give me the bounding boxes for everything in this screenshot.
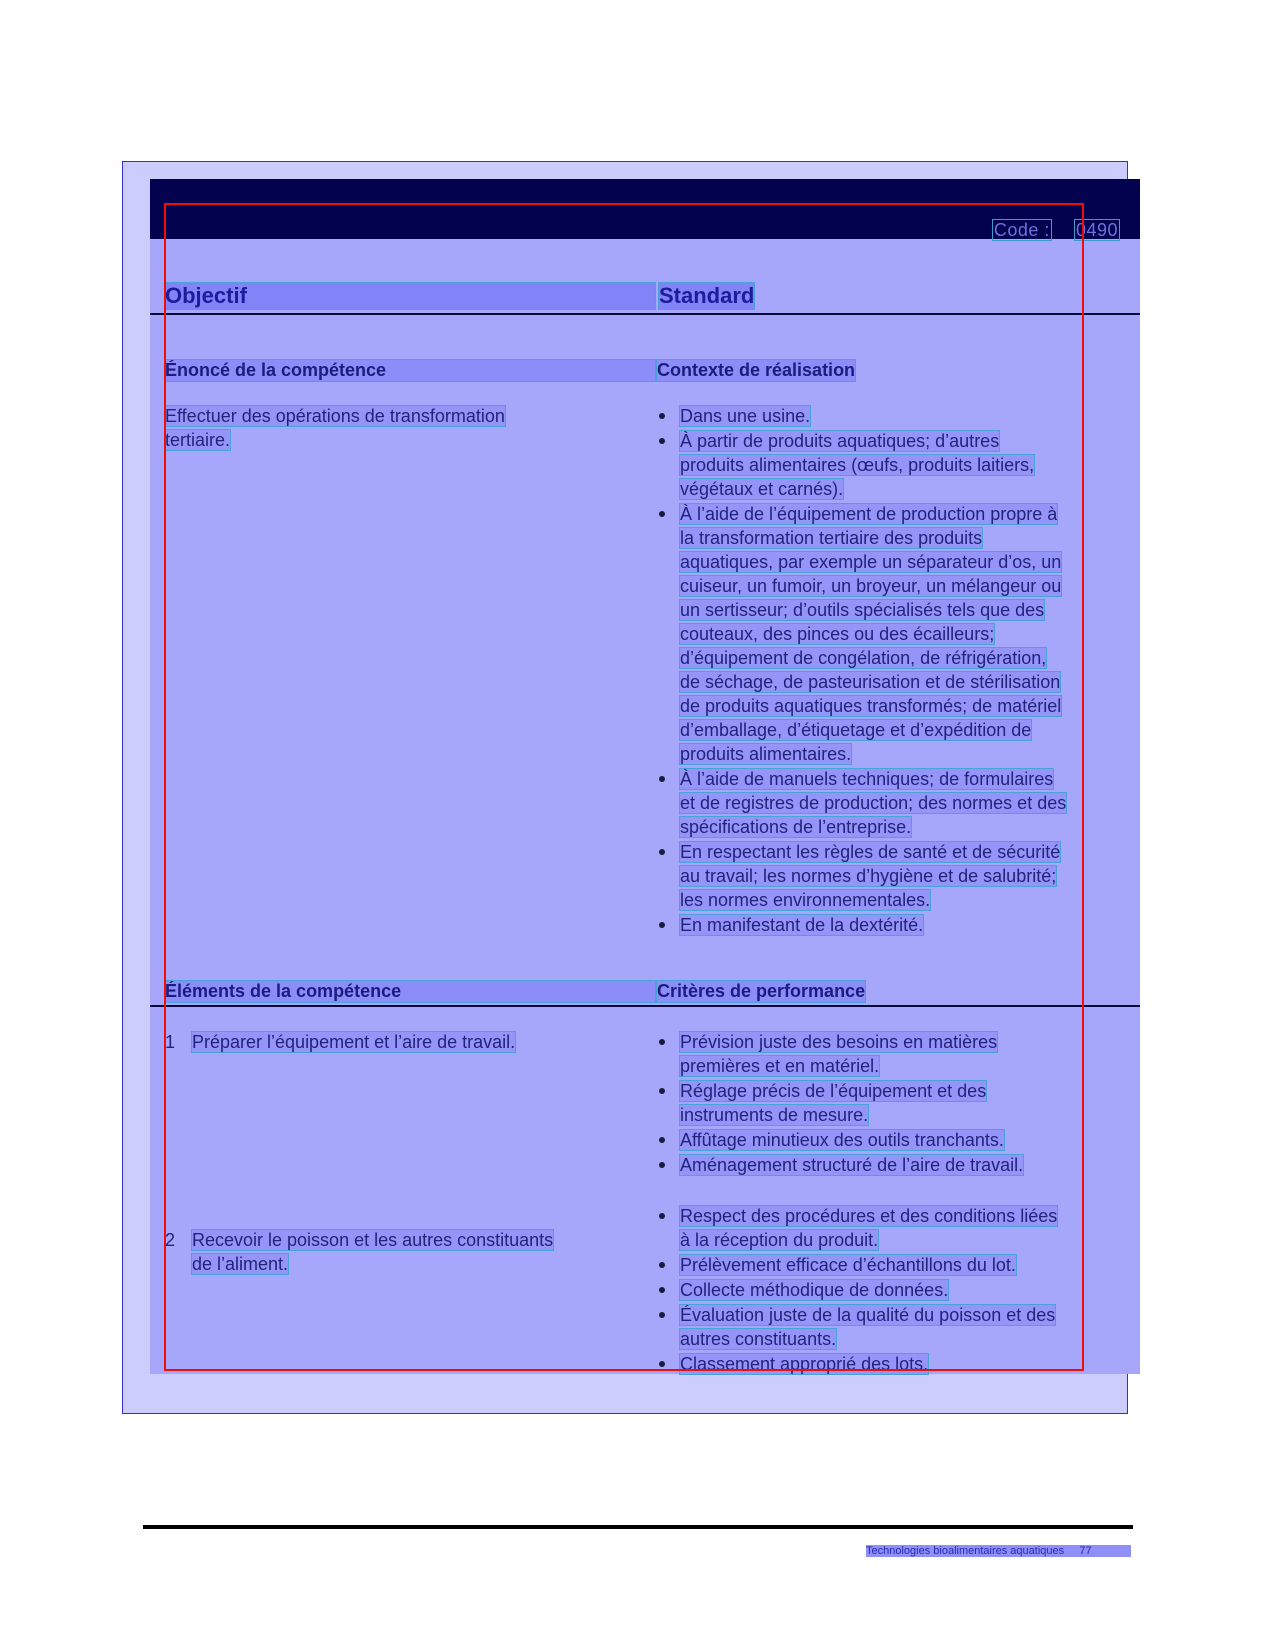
criterion-item bbox=[657, 1352, 1127, 1376]
objectif-heading: Objectif bbox=[165, 283, 655, 309]
criterion-item-line: Aménagement structuré de l’aire de travail. bbox=[680, 1155, 1024, 1175]
criterion-item-line: Collecte méthodique de données. bbox=[680, 1280, 949, 1300]
code-label: Code : bbox=[993, 220, 1050, 240]
criterion-item bbox=[657, 1253, 1127, 1277]
criteria-list-1 bbox=[657, 1030, 1127, 1178]
statement-title: Énoncé de la compétence bbox=[165, 360, 655, 381]
criterion-item-line: Classement approprié des lots. bbox=[680, 1354, 929, 1374]
footer-title: Technologies bioalimentaires aquatiques bbox=[866, 1545, 1065, 1557]
criterion-item bbox=[657, 1079, 1127, 1127]
criteria-list-2 bbox=[657, 1204, 1127, 1377]
context-item-line: À l’aide de l’équipement de production propre à bbox=[680, 504, 1058, 524]
context-item-line: En respectant les règles de santé et de sécurité bbox=[680, 842, 1061, 862]
code-header-bar bbox=[150, 179, 1140, 239]
criterion-item bbox=[657, 1030, 1127, 1078]
criterion-item bbox=[657, 1204, 1127, 1252]
element-number: 1 bbox=[165, 1032, 176, 1052]
context-item-line: d’emballage, d’étiquetage et d’expédition de bbox=[680, 720, 1032, 740]
criterion-item-line: Réglage précis de l’équipement et des bbox=[680, 1081, 987, 1101]
element-line: Préparer l’équipement et l’aire de travail. bbox=[192, 1032, 516, 1052]
criterion-item bbox=[657, 1303, 1127, 1351]
context-item-line: d’équipement de congélation, de réfrigération, bbox=[680, 648, 1047, 668]
context-item bbox=[657, 913, 1127, 937]
criteria-title: Critères de performance bbox=[657, 981, 866, 1001]
criterion-item-line: Évaluation juste de la qualité du poisson et des bbox=[680, 1305, 1056, 1325]
element-number: 2 bbox=[165, 1230, 176, 1250]
context-item bbox=[657, 429, 1127, 501]
criterion-item-line: premières et en matériel. bbox=[680, 1056, 880, 1076]
context-item-line: de produits aquatiques transformés; de matériel bbox=[680, 696, 1062, 716]
context-item-line: végétaux et carnés). bbox=[680, 479, 844, 499]
context-item-line: En manifestant de la dextérité. bbox=[680, 915, 924, 935]
context-item-line: spécifications de l’entreprise. bbox=[680, 817, 912, 837]
competency-statement bbox=[165, 404, 655, 452]
context-title: Contexte de réalisation bbox=[657, 360, 856, 380]
program-code bbox=[970, 199, 1120, 262]
element-line: Recevoir le poisson et les autres constituants bbox=[192, 1230, 554, 1250]
context-item-line: la transformation tertiaire des produits bbox=[680, 528, 983, 548]
element-line: de l’aliment. bbox=[192, 1254, 289, 1274]
heading-divider bbox=[150, 313, 1140, 315]
context-item-line: un sertisseur; d’outils spécialisés tels que des bbox=[680, 600, 1045, 620]
criterion-item-line: Prélèvement efficace d’échantillons du lot. bbox=[680, 1255, 1016, 1275]
criterion-item bbox=[657, 1278, 1127, 1302]
context-item-line: couteaux, des pinces ou des écailleurs; bbox=[680, 624, 995, 644]
statement-line: tertiaire. bbox=[165, 430, 231, 450]
criterion-item-line: autres constituants. bbox=[680, 1329, 837, 1349]
context-item bbox=[657, 404, 1127, 428]
context-item-line: de séchage, de pasteurisation et de stérilisation bbox=[680, 672, 1061, 692]
context-item-line: À partir de produits aquatiques; d’autres bbox=[680, 431, 1000, 451]
footer-caption bbox=[866, 1545, 1131, 1557]
context-item-line: et de registres de production; des normes et des bbox=[680, 793, 1067, 813]
context-item bbox=[657, 502, 1127, 766]
footer-rule bbox=[143, 1525, 1133, 1529]
context-item-line: Dans une usine. bbox=[680, 406, 811, 426]
context-item bbox=[657, 840, 1127, 912]
context-item bbox=[657, 767, 1127, 839]
context-item-line: au travail; les normes d’hygiène et de salubrité; bbox=[680, 866, 1057, 886]
element-2 bbox=[165, 1228, 682, 1276]
context-item-line: produits alimentaires (œufs, produits laitiers, bbox=[680, 455, 1035, 475]
criterion-item-line: Respect des procédures et des conditions liées bbox=[680, 1206, 1058, 1226]
context-item-line: produits alimentaires. bbox=[680, 744, 852, 764]
elements-title: Éléments de la compétence bbox=[165, 981, 655, 1002]
criterion-item-line: Prévision juste des besoins en matières bbox=[680, 1032, 998, 1052]
context-item-line: À l’aide de manuels techniques; de formulaires bbox=[680, 769, 1054, 789]
code-value: 0490 bbox=[1075, 220, 1118, 240]
element-1 bbox=[165, 1030, 682, 1054]
elements-divider bbox=[150, 1005, 1140, 1007]
context-item-line: les normes environnementales. bbox=[680, 890, 931, 910]
criterion-item-line: à la réception du produit. bbox=[680, 1230, 879, 1250]
context-item-line: aquatiques, par exemple un séparateur d’os, un bbox=[680, 552, 1062, 572]
page-number: 77 bbox=[1079, 1545, 1092, 1557]
statement-line: Effectuer des opérations de transformation bbox=[165, 406, 505, 426]
criterion-item bbox=[657, 1153, 1127, 1177]
context-item-line: cuiseur, un fumoir, un broyeur, un mélangeur ou bbox=[680, 576, 1062, 596]
criterion-item-line: Affûtage minutieux des outils tranchants. bbox=[680, 1130, 1004, 1150]
criterion-item bbox=[657, 1128, 1127, 1152]
criterion-item-line: instruments de mesure. bbox=[680, 1105, 869, 1125]
standard-heading: Standard bbox=[659, 283, 755, 308]
context-list bbox=[657, 404, 1127, 938]
